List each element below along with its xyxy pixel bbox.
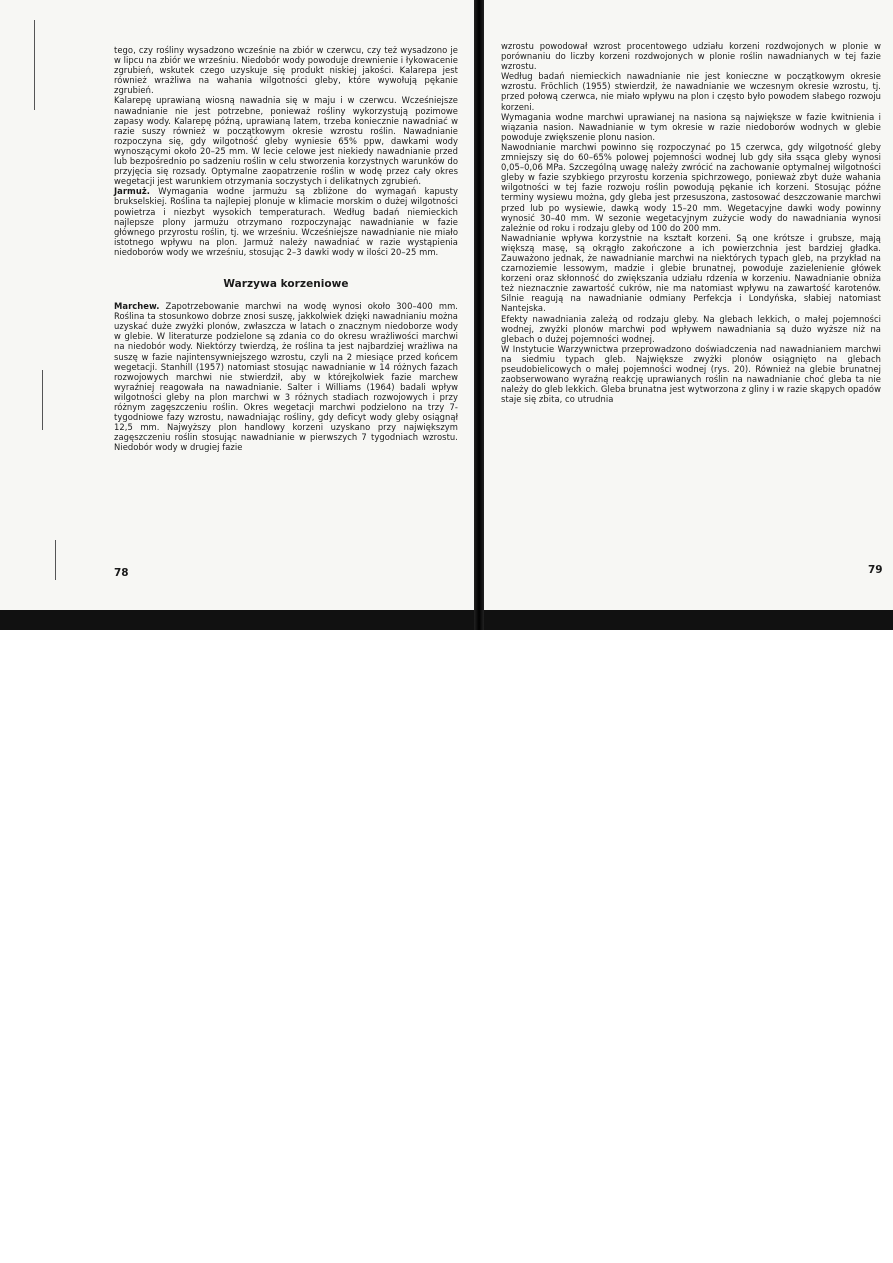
paragraph — [114, 301, 458, 452]
page-number: 78 — [114, 567, 129, 579]
paragraph-text: Kalarepę uprawianą wiosną nawadnia się w maju i w czerwcu. Wcześniejsze nawadnianie nie jest potrzebne, ponieważ rośliny wykorzystują pozimowe zapasy wody. Kalarepę późną, uprawianą latem, trzeba koniecznie nawadniać w razie suszy również w początkowym okresie wzrostu roślin. Nawadnianie rozpoczyna się, gdy wilgotność gleby wyniesie 65% ppw, dawkami wody wynoszącymi około 20–25 mm. W lecie celowe jest niekiedy nawadnianie przed lub bezpośrednio po sadzeniu roślin w celu stworzenia korzystnych warunków do przyjęcia się rozsady. Optymalne zaopatrzenie roślin w wodę przez cały okres wegetacji jest warunkiem otrzymania soczystych i delikatnych zgrubień. — [114, 95, 458, 187]
paragraph — [114, 45, 458, 95]
paragraph-text: Nawodnianie marchwi powinno się rozpoczynać po 15 czerwca, gdy wilgotność gleby zmniejszy się do 60–65% polowej pojemności wodnej lub gdy siła ssąca gleby wynosi 0,05–0,06 MPa. Szczególną uwagę należy zwrócić na zachowanie optymalnej wilgotności gleby w fazie szybkiego przyrostu korzenia spichrzowego, ponieważ zbyt duże wahania wilgotności w tej fazie rozwoju roślin powodują pękanie ich korzeni. Stosując późne terminy wysiewu można, gdy gleba jest przesuszona, zastosować deszczowanie marchwi przed lub po wysiewie, dawką wody 15–20 mm. Wegetacyjne dawki wody powinny wynosić 30–40 mm. W sezonie wegetacyjnym zużycie wody do nawadniania wynosi zależnie od roku i rodzaju gleby od 100 do 200 mm. — [501, 141, 881, 233]
paragraph-text: W Instytucie Warzywnictwa przeprowadzono doświadczenia nad nawadnianiem marchwi na siedmiu typach gleb. Największe zwyżki plonów osiągnięto na glebach pseudobielicowych o małej pojemności wodnej (rys. 20). Również na glebie brunatnej zaobserwowano wyraźną reakcję uprawianych roślin na nawadnianie choć gleba ta nie należy do gleb lekkich. Gleba brunatna jest wytworzona z gliny i w razie skąpych opadów staje się zbita, co utrudnia — [501, 343, 881, 405]
paragraph-lead: Marchew. — [114, 301, 160, 312]
paragraph — [114, 95, 458, 186]
paragraph-text: Według badań niemieckich nawadnianie nie jest konieczne w początkowym okresie wzrostu. Fröchlich (1955) stwierdził, że nawadnianie we wczesnym okresie wzrostu, tj. przed połową czerwca, nie miało wpływu na plon i często było powodem słabego rozwoju korzeni. — [501, 71, 881, 112]
right-page — [484, 0, 893, 610]
paragraph-text: Wymagania wodne jarmużu są zbliżone do wymagań kapusty brukselskiej. Roślina ta najlepiej plonuje w klimacie morskim o dużej wilgotności powietrza i niezbyt wysokich temperaturach. Według badań niemieckich najlepsze plony jarmużu otrzymano rozpoczynając nawadnianie w fazie głównego przyrostu roślin, tj. we wrześniu. Wcześniejsze nawadnianie nie miało istotnego wpływu na plon. Jarmuż należy nawadniać w razie wystąpienia niedoborów wody we wrześniu, stosując 2–3 dawki wody w ilości 20–25 mm. — [114, 186, 458, 257]
paragraph — [501, 41, 881, 71]
paragraph — [501, 344, 881, 405]
paragraph-text: tego, czy rośliny wysadzono wcześnie na zbiór w czerwcu, czy też wysadzono je w lipcu na zbiór we wrześniu. Niedobór wody powoduje drewnienie i łykowacenie zgrubień, wskutek czego uzyskuje się produkt niskiej jakości. Kalarepa jest również wrażliwa na wahania wilgotności gleby, które wywołują pękanie zgrubień. — [114, 45, 458, 96]
paragraph — [501, 112, 881, 142]
paragraph-text: Wymagania wodne marchwi uprawianej na nasiona są największe w fazie kwitnienia i wiązania nasion. Nawadnianie w tym okresie w razie niedoborów wodnych w glebie powoduje zwiększenie plonu nasion. — [501, 111, 881, 142]
section-heading: Warzywa korzeniowe — [223, 277, 349, 290]
paragraph — [501, 71, 881, 111]
paragraph — [501, 314, 881, 344]
paragraph — [501, 142, 881, 233]
right-page-text — [501, 41, 881, 404]
scan-artifact — [42, 370, 43, 430]
scan-artifact — [34, 20, 35, 110]
paragraph-text: Zapotrzebowanie marchwi na wodę wynosi około 300–400 mm. Roślina ta stosunkowo dobrze znosi suszę, jakkolwiek dzięki nawadnianiu można uzyskać duże zwyżki plonów, zwłaszcza w latach o znacznym niedoborze wody w glebie. W literaturze podzielone są zdania co do okresu wrażliwości marchwi na niedobór wody. Niektórzy twierdzą, że roślina ta jest najbardziej wrażliwa na suszę w fazie najintensywniejszego wzrostu, czyli na 2 miesiące przed końcem wegetacji. Stanhill (1957) natomiast stosując nawadnianie w 14 różnych fazach rozwojowych marchwi nie stwierdził, aby w którejkolwiek fazie marchew wyraźniej reagowała na nawadnianie. Salter i Williams (1964) badali wpływ wilgotności gleby na plon marchwi w 3 różnych stadiach rozwojowych i przy różnym zagęszczeniu roślin. Okres wegetacji marchwi podzielono na trzy 7-tygodniowe fazy wzrostu, nawadniając rośliny, gdy deficyt wody gleby osiągnął 12,5 mm. Najwyższy plon handlowy korzeni uzyskano przy największym zagęszczeniu roślin stosując nawadnianie w pierwszych 7 tygodniach wzrostu. Niedobór wody w drugiej fazie — [114, 301, 458, 453]
paragraph-text: Nawadnianie wpływa korzystnie na kształt korzeni. Są one krótsze i grubsze, mają większą masę, są okrągło zakończone a ich powierzchnia jest bardziej gładka. Zauważono jednak, że nawadnianie marchwi na niektórych typach gleb, na przykład na czarnoziemie lessowym, madzie i glebie brunatnej, powoduje zazielenienie główek korzeni oraz skłonność do zwiększania udziału rdzenia w korzeniu. Nawadnianie obniża też nieznacznie zawartość cukrów, nie ma natomiast wpływu na zawartość karotenów. Silnie reagują na nawadnianie odmiany Perfekcja i Londyńska, słabiej natomiast Nantejska. — [501, 232, 881, 314]
paragraph-text: wzrostu powodował wzrost procentowego udziału korzeni rozdwojonych w plonie w porównaniu do liczby korzeni rozdwojonych w plonie roślin nawadnianych w tej fazie wzrostu. — [501, 41, 881, 72]
left-page — [0, 0, 474, 610]
paragraph-lead: Jarmuż. — [114, 186, 150, 197]
left-page-text — [114, 45, 458, 452]
paragraph — [501, 233, 881, 314]
paragraph-text: Efekty nawadniania zależą od rodzaju gleby. Na glebach lekkich, o małej pojemności wodnej, zwyżki plonów marchwi pod wpływem nawadniania są dużo wyższe niż na glebach o dużej pojemności wodnej. — [501, 313, 881, 344]
scan-artifact — [55, 540, 56, 580]
paragraph — [114, 186, 458, 257]
page-number: 79 — [868, 564, 883, 576]
book-gutter — [474, 0, 484, 630]
